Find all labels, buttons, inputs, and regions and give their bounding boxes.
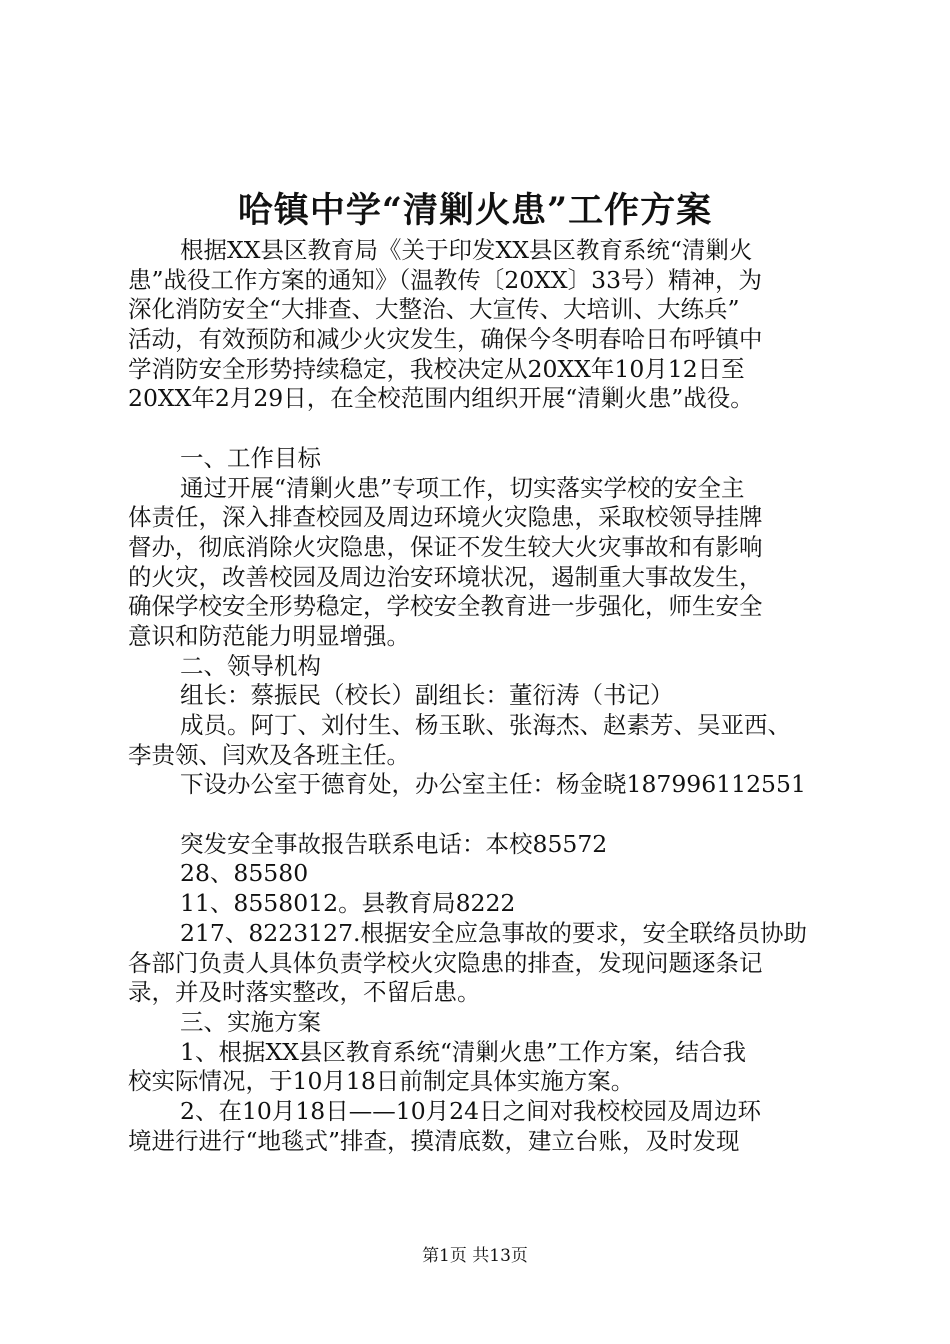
section-heading: 一、工作目标 [180,443,321,472]
body-line: 根据XX县区教育局《关于印发XX县区教育系统“清剿火 [180,236,753,264]
body-line: 学消防安全形势持续稳定，我校决定从20XX年10月12日至 [128,354,745,383]
page-footer: 第1页 共13页 [422,1246,528,1266]
body-line: 活动，有效预防和减少火灾发生，确保今冬明春哈日布呼镇中 [128,325,763,354]
document-body [128,236,832,1156]
body-line: 突发安全事故报告联系电话：本校85572 [180,829,608,858]
document-title: 哈镇中学“清剿火患”工作方案 [237,190,713,231]
body-line: 的火灾，改善校园及周边治安环境状况，遏制重大事故发生， [128,562,763,591]
body-line: 录，并及时落实整改，不留后患。 [128,978,481,1007]
body-line: 校实际情况，于10月18日前制定具体实施方案。 [128,1067,635,1096]
body-line: 各部门负责人具体负责学校火灾隐患的排查，发现问题逐条记 [128,948,763,977]
body-line: 境进行进行“地毯式”排查，摸清底数，建立台账，及时发现 [128,1126,740,1155]
body-line: 通过开展“清剿火患”专项工作，切实落实学校的安全主 [180,473,745,502]
body-line: 2、在10月18日——10月24日之间对我校校园及周边环 [180,1096,762,1125]
body-line: 体责任，深入排查校园及周边环境火灾隐患，采取校领导挂牌 [128,503,763,532]
body-line: 28、85580 [180,859,309,888]
section-heading: 三、实施方案 [180,1007,321,1036]
body-line: 下设办公室于德育处，办公室主任：杨金晓187996112551 [180,770,806,799]
body-line: 确保学校安全形势稳定，学校安全教育进一步强化，师生安全 [128,592,763,621]
body-line: 成员。阿丁、刘付生、杨玉耿、张海杰、赵素芳、吴亚西、 [180,711,791,739]
body-line: 20XX年2月29日，在全校范围内组织开展“清剿火患”战役。 [128,384,754,413]
paragraph-gap [128,414,832,444]
body-line: 深化消防安全“大排查、大整治、大宣传、大培训、大练兵” [128,295,740,324]
body-line: 1、根据XX县区教育系统“清剿火患”工作方案，结合我 [180,1037,746,1066]
body-line: 患”战役工作方案的通知》（温教传〔20XX〕33号）精神，为 [128,265,763,294]
body-line: 李贵领、闫欢及各班主任。 [128,740,410,769]
body-line: 督办，彻底消除火灾隐患，保证不发生较大火灾事故和有影响 [128,532,763,561]
body-line: 意识和防范能力明显增强。 [128,621,410,650]
body-line: 11、8558012。县教育局8222 [180,889,516,918]
body-line: 组长：蔡振民（校长）副组长：董衍涛（书记） [180,681,674,710]
paragraph-gap [128,800,832,830]
section-heading: 二、领导机构 [180,651,321,680]
body-line: 217、8223127.根据安全应急事故的要求，安全联络员协助 [180,918,807,947]
